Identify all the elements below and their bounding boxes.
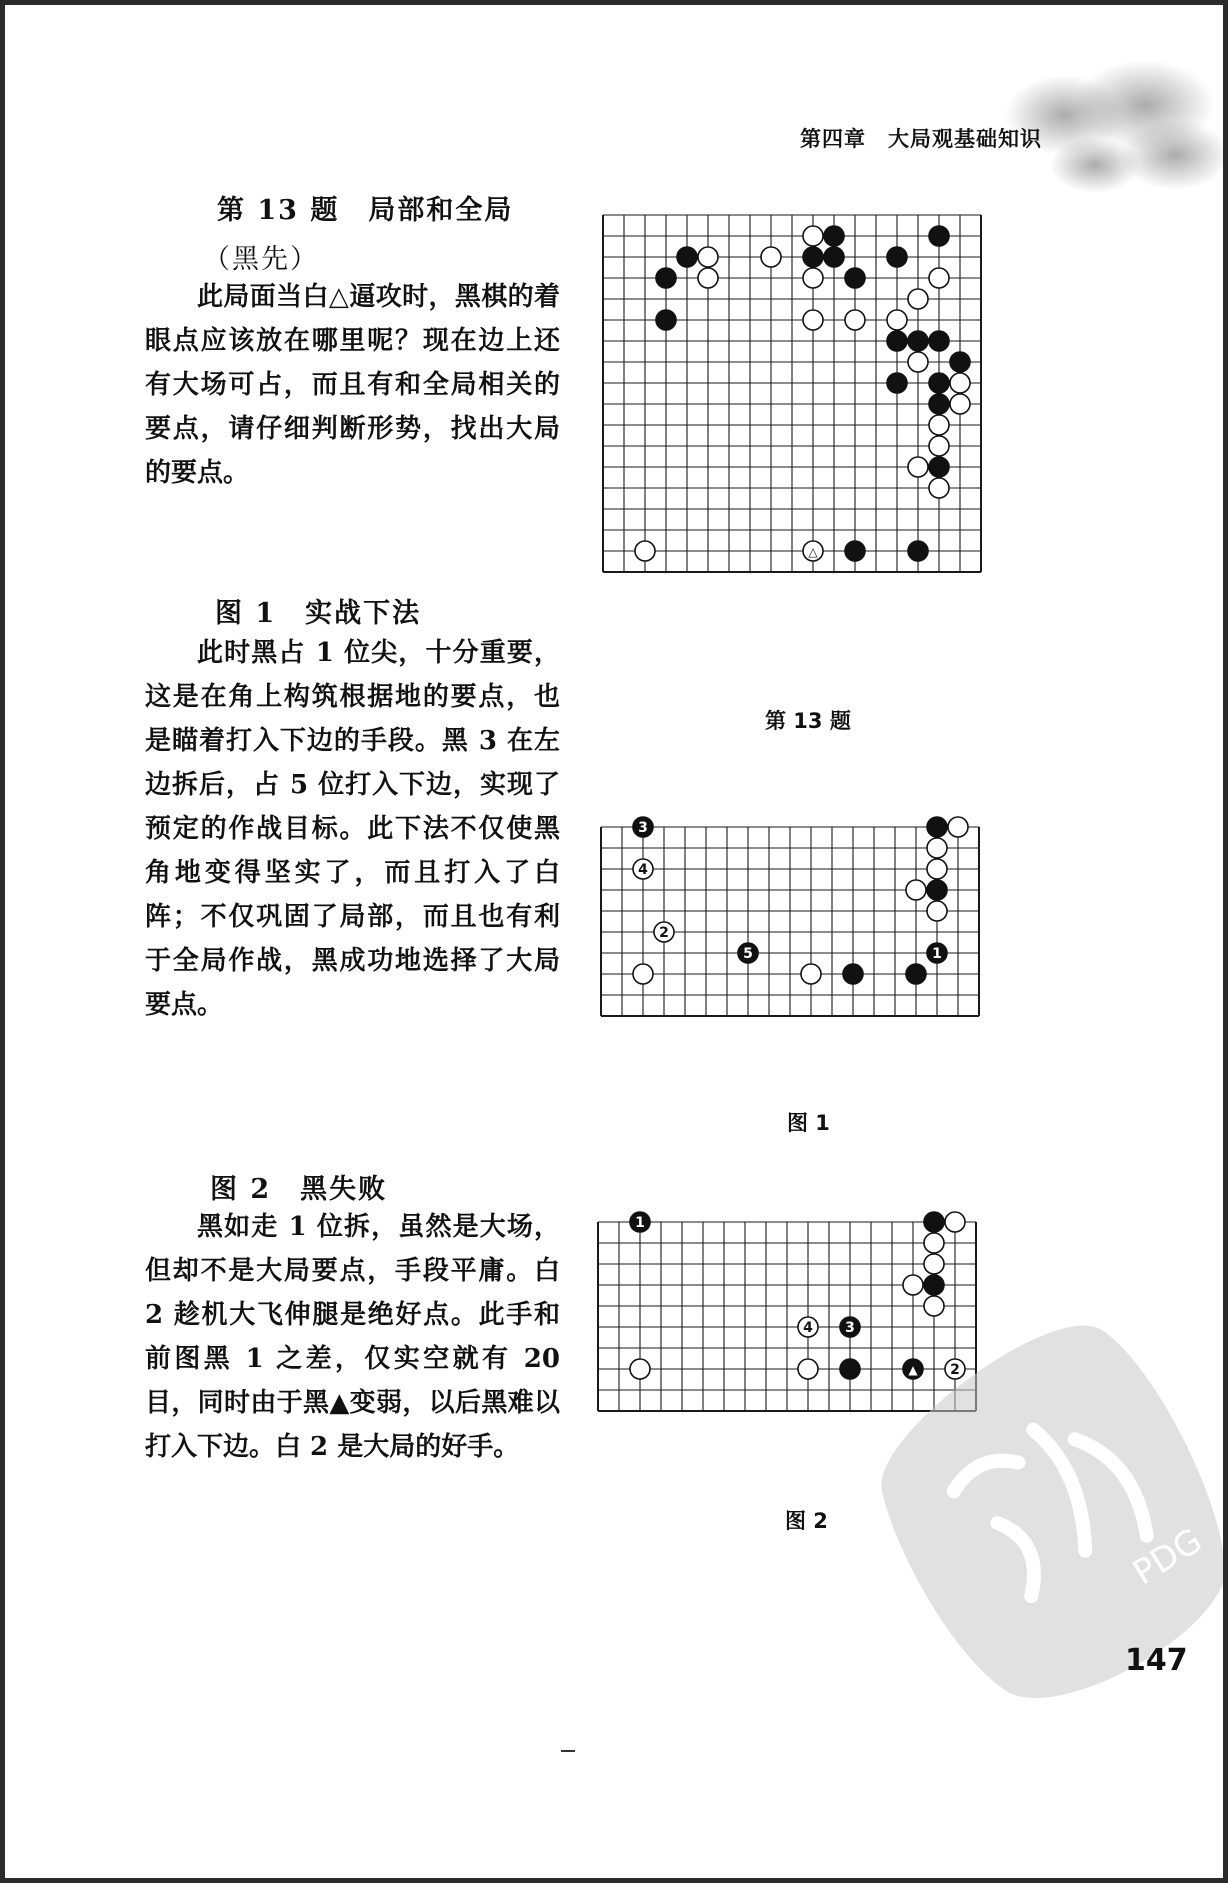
board-grid bbox=[601, 827, 979, 1016]
move-number: 3 bbox=[638, 820, 648, 836]
white-stone bbox=[927, 859, 947, 879]
stone-circle bbox=[635, 541, 655, 561]
stone-circle bbox=[950, 394, 970, 414]
stone-circle bbox=[824, 247, 844, 267]
black-stone bbox=[924, 1275, 944, 1295]
black-stone bbox=[929, 331, 949, 351]
white-stone bbox=[945, 1212, 965, 1232]
white-stone bbox=[633, 859, 653, 879]
figure1-title: 图 1 实战下法 bbox=[215, 598, 422, 629]
white-stone bbox=[698, 247, 718, 267]
stone-circle bbox=[887, 331, 907, 351]
stone-circle bbox=[908, 352, 928, 372]
stone-circle bbox=[903, 1275, 923, 1295]
white-stone bbox=[654, 922, 674, 942]
stone-circle bbox=[906, 880, 926, 900]
stone-circle bbox=[927, 880, 947, 900]
black-stone bbox=[929, 373, 949, 393]
white-stone bbox=[803, 226, 823, 246]
stone-circle bbox=[927, 859, 947, 879]
black-stone bbox=[656, 310, 676, 330]
figure1-board bbox=[593, 817, 1055, 1052]
white-stone bbox=[903, 1275, 923, 1295]
stone-circle bbox=[824, 226, 844, 246]
figure1-text: 此时黑占 1 位尖，十分重要，这是在角上构筑根据地的要点，也是瞄着打入下边的手段。黑 3 在左边拆后，占 5 位打入下边，实现了预定的作战目标。此下法不仅使黑角地变得坚实了，而且打入了白阵；不仅巩固了局部，而且也有利于全局作战，黑成功地选择了大局要点。 bbox=[145, 638, 560, 1020]
black-stone bbox=[927, 943, 947, 963]
stone-circle bbox=[929, 457, 949, 477]
black-stone bbox=[906, 964, 926, 984]
stone-circle bbox=[633, 964, 653, 984]
white-stone bbox=[698, 268, 718, 288]
white-stone bbox=[929, 436, 949, 456]
stone-circle bbox=[929, 268, 949, 288]
stone-circle bbox=[803, 268, 823, 288]
stone-circle bbox=[929, 331, 949, 351]
white-stone bbox=[929, 478, 949, 498]
white-stone bbox=[906, 880, 926, 900]
white-stone bbox=[803, 310, 823, 330]
black-stone bbox=[927, 817, 947, 837]
stone-circle bbox=[924, 1254, 944, 1274]
black-stone bbox=[924, 1212, 944, 1232]
black-stone bbox=[929, 226, 949, 246]
stone-mark: △ bbox=[808, 545, 818, 559]
stone-circle bbox=[656, 310, 676, 330]
black-stone bbox=[738, 943, 758, 963]
black-stone bbox=[843, 964, 863, 984]
stone-circle bbox=[927, 817, 947, 837]
black-stone bbox=[950, 352, 970, 372]
stone-circle bbox=[801, 964, 821, 984]
black-stone bbox=[677, 247, 697, 267]
stone-circle bbox=[887, 247, 907, 267]
white-stone bbox=[908, 289, 928, 309]
stone-circle bbox=[929, 226, 949, 246]
white-stone bbox=[761, 247, 781, 267]
stone-circle bbox=[845, 268, 865, 288]
move-number: 1 bbox=[932, 946, 942, 962]
white-stone bbox=[887, 310, 907, 330]
stone-circle bbox=[929, 478, 949, 498]
move-number: 2 bbox=[950, 1362, 960, 1378]
stone-circle bbox=[656, 268, 676, 288]
stone-circle bbox=[630, 1359, 650, 1379]
stone-circle bbox=[929, 436, 949, 456]
problem-board bbox=[595, 205, 1057, 648]
move-number: 5 bbox=[743, 946, 753, 962]
stone-circle bbox=[908, 289, 928, 309]
black-stone bbox=[824, 247, 844, 267]
stone-circle bbox=[887, 373, 907, 393]
white-stone bbox=[950, 373, 970, 393]
black-stone bbox=[630, 1212, 650, 1232]
stone-circle bbox=[887, 310, 907, 330]
stone-circle bbox=[803, 226, 823, 246]
white-stone bbox=[630, 1359, 650, 1379]
problem-text: 此局面当白△逼攻时，黑棋的着眼点应该放在哪里呢？现在边上还有大场可占，而且有和全局相关的要点，请仔细判断形势，找出大局的要点。 bbox=[145, 282, 560, 488]
white-stone bbox=[929, 268, 949, 288]
white-stone bbox=[948, 817, 968, 837]
black-stone bbox=[908, 331, 928, 351]
stone-circle bbox=[803, 310, 823, 330]
stone-circle bbox=[803, 247, 823, 267]
problem-subtitle: （黑先） bbox=[203, 244, 319, 275]
stone-circle bbox=[908, 331, 928, 351]
move-number: 1 bbox=[635, 1215, 645, 1231]
move-number: 3 bbox=[845, 1320, 855, 1336]
problem-title: 第 13 题 局部和全局 bbox=[217, 195, 514, 226]
book-page bbox=[5, 5, 1223, 1878]
stone-circle bbox=[950, 352, 970, 372]
white-stone bbox=[950, 394, 970, 414]
white-stone bbox=[803, 541, 823, 561]
stone-circle bbox=[845, 541, 865, 561]
black-stone bbox=[927, 880, 947, 900]
stone-circle bbox=[924, 1275, 944, 1295]
figure2-caption: 图 2 bbox=[785, 1509, 828, 1533]
problem-caption: 第 13 题 bbox=[765, 709, 851, 733]
stone-circle bbox=[698, 268, 718, 288]
board-grid bbox=[603, 215, 981, 572]
stone-mark: ▲ bbox=[908, 1363, 918, 1377]
black-stone bbox=[656, 268, 676, 288]
stone-circle bbox=[929, 394, 949, 414]
white-stone bbox=[635, 541, 655, 561]
black-stone bbox=[929, 457, 949, 477]
move-number: 4 bbox=[638, 862, 648, 878]
black-stone bbox=[824, 226, 844, 246]
figure1-caption: 图 1 bbox=[787, 1111, 830, 1135]
stone-circle bbox=[945, 1212, 965, 1232]
stone-circle bbox=[908, 541, 928, 561]
white-stone bbox=[927, 838, 947, 858]
white-stone bbox=[908, 457, 928, 477]
black-stone bbox=[887, 331, 907, 351]
black-stone bbox=[803, 247, 823, 267]
stone-circle bbox=[677, 247, 697, 267]
black-stone bbox=[887, 247, 907, 267]
page-number: 147 bbox=[1125, 1643, 1188, 1678]
stone-circle bbox=[924, 1212, 944, 1232]
stone-circle bbox=[843, 964, 863, 984]
white-stone bbox=[845, 310, 865, 330]
white-stone bbox=[801, 964, 821, 984]
stone-circle bbox=[929, 415, 949, 435]
running-header: 第四章 大局观基础知识 bbox=[800, 127, 1042, 151]
move-number: 2 bbox=[659, 925, 669, 941]
white-stone bbox=[798, 1359, 818, 1379]
stone-circle bbox=[845, 310, 865, 330]
stone-circle bbox=[927, 901, 947, 921]
white-stone bbox=[924, 1233, 944, 1253]
divider bbox=[561, 1750, 575, 1752]
stone-circle bbox=[948, 817, 968, 837]
stone-circle bbox=[761, 247, 781, 267]
black-stone bbox=[929, 394, 949, 414]
black-stone bbox=[887, 373, 907, 393]
figure2-title: 图 2 黑失败 bbox=[210, 1174, 388, 1205]
black-stone bbox=[845, 268, 865, 288]
white-stone bbox=[798, 1317, 818, 1337]
stone-circle bbox=[698, 247, 718, 267]
black-stone bbox=[633, 817, 653, 837]
white-stone bbox=[633, 964, 653, 984]
stone-circle bbox=[798, 1359, 818, 1379]
figure2-text: 黑如走 1 位拆，虽然是大场，但却不是大局要点，手段平庸。白 2 趁机大飞伸腿是绝好点。此手和前图黑 1 之差，仅实空就有 20 目，同时由于黑▲变弱，以后黑难以打入下边。白 2 是大局的好手。 bbox=[145, 1212, 560, 1462]
black-stone bbox=[908, 541, 928, 561]
white-stone bbox=[927, 901, 947, 921]
white-stone bbox=[924, 1254, 944, 1274]
white-stone bbox=[803, 268, 823, 288]
watermark-text: PDG bbox=[1126, 1520, 1210, 1594]
stone-circle bbox=[950, 373, 970, 393]
stone-circle bbox=[927, 838, 947, 858]
stone-circle bbox=[929, 373, 949, 393]
stone-circle bbox=[906, 964, 926, 984]
stone-circle bbox=[924, 1233, 944, 1253]
black-stone bbox=[845, 541, 865, 561]
white-stone bbox=[908, 352, 928, 372]
white-stone bbox=[929, 415, 949, 435]
move-number: 4 bbox=[803, 1320, 813, 1336]
stone-circle bbox=[908, 457, 928, 477]
